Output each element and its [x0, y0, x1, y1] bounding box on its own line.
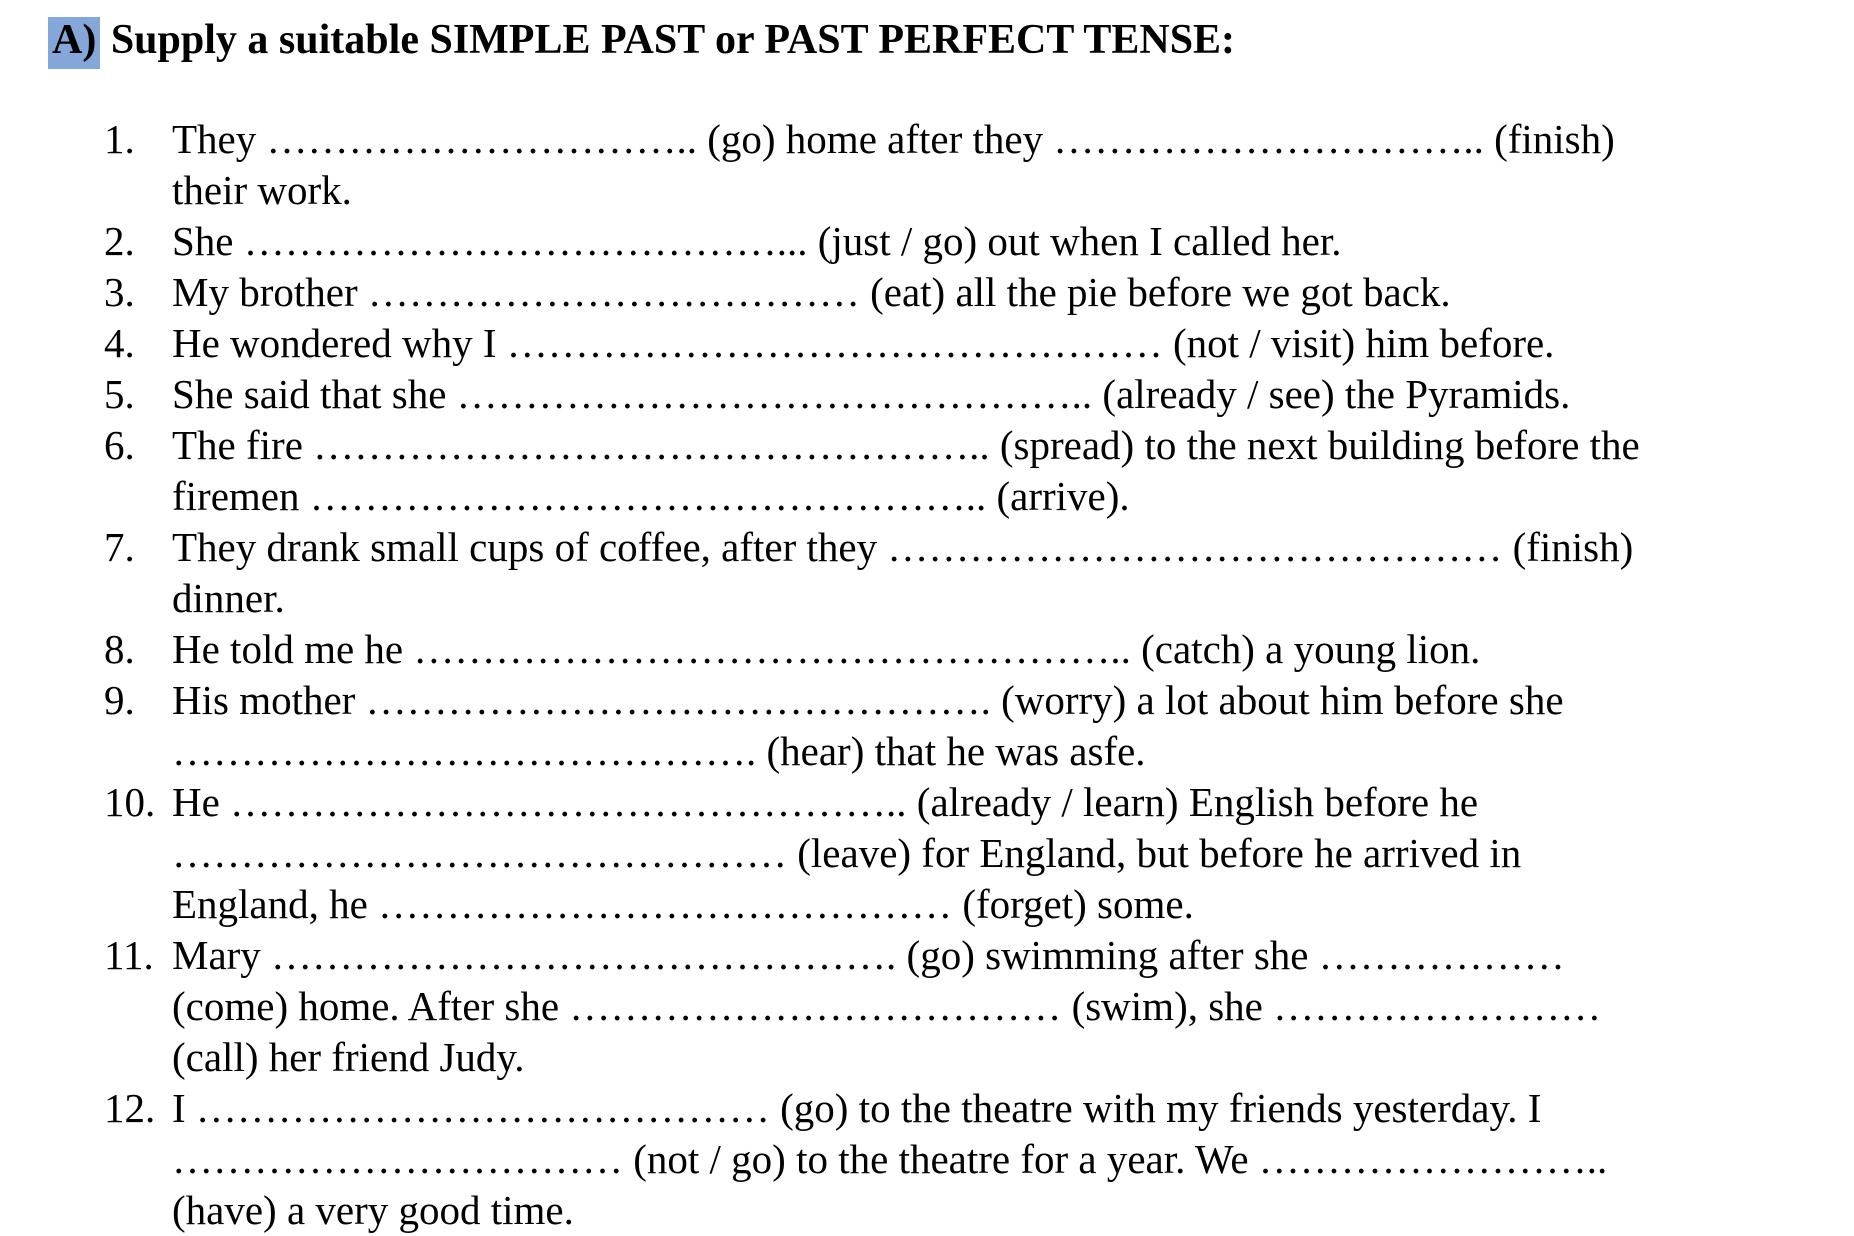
item-line: The fire ………………………………………….. (spread) to the next building before the — [172, 422, 1640, 468]
item-line: He ………………………………………….. (already / learn) English before he — [172, 779, 1479, 825]
item-number: 9. — [104, 677, 135, 723]
item-line: dinner. — [172, 575, 285, 621]
exercise-item-9 — [104, 675, 1784, 777]
exercise-item-12 — [104, 1083, 1784, 1236]
exercise-item-5 — [104, 369, 1784, 420]
exercise-item-1 — [104, 114, 1784, 216]
item-line: My brother ……………………………… (eat) all the pie before we got back. — [172, 269, 1451, 315]
exercise-heading — [48, 14, 1235, 66]
item-line: They drank small cups of coffee, after they ……………………………………… (finish) — [172, 524, 1634, 570]
item-number: 5. — [104, 371, 135, 417]
item-line: ……………………………………. (hear) that he was asfe. — [172, 728, 1146, 774]
exercise-list — [104, 114, 1784, 1236]
item-number: 11. — [104, 932, 154, 978]
heading-selected-label[interactable]: A) — [48, 17, 100, 69]
item-number: 10. — [104, 779, 156, 825]
item-line: She said that she ……………………………………….. (already / see) the Pyramids. — [172, 371, 1571, 417]
exercise-item-2 — [104, 216, 1784, 267]
exercise-item-7 — [104, 522, 1784, 624]
item-line: England, he …………………………………… (forget) some. — [172, 881, 1194, 927]
item-number: 6. — [104, 422, 135, 468]
item-line: His mother ………………………………………. (worry) a lot about him before she — [172, 677, 1564, 723]
exercise-item-3 — [104, 267, 1784, 318]
item-line: …………………………… (not / go) to the theatre for a year. We …………………….. — [172, 1136, 1608, 1182]
item-line: I …………………………………… (go) to the theatre with my friends yesterday. I — [172, 1085, 1542, 1131]
item-line: They ………………………….. (go) home after they ………………………….. (finish) — [172, 116, 1615, 162]
item-line: their work. — [172, 167, 352, 213]
item-line: Mary ………………………………………. (go) swimming after she ……………… — [172, 932, 1565, 978]
item-line: (have) a very good time. — [172, 1187, 574, 1233]
item-line: She …………………………………... (just / go) out when I called her. — [172, 218, 1342, 264]
exercise-item-4 — [104, 318, 1784, 369]
heading-instruction: Supply a suitable SIMPLE PAST or PAST PERFECT TENSE: — [100, 17, 1236, 63]
item-line: He told me he …………………………………………….. (catch) a young lion. — [172, 626, 1481, 672]
item-number: 8. — [104, 626, 135, 672]
item-number: 7. — [104, 524, 135, 570]
item-number: 3. — [104, 269, 135, 315]
item-line: (call) her friend Judy. — [172, 1034, 525, 1080]
item-number: 12. — [104, 1085, 156, 1131]
exercise-item-6 — [104, 420, 1784, 522]
item-line: (come) home. After she ……………………………… (swim), she …………………… — [172, 983, 1602, 1029]
item-number: 1. — [104, 116, 135, 162]
exercise-item-10 — [104, 777, 1784, 930]
item-line: He wondered why I ………………………………………… (not / visit) him before. — [172, 320, 1555, 366]
item-line: ……………………………………… (leave) for England, but before he arrived in — [172, 830, 1522, 876]
item-line: firemen ………………………………………….. (arrive). — [172, 473, 1130, 519]
item-number: 4. — [104, 320, 135, 366]
exercise-item-11 — [104, 930, 1784, 1083]
item-number: 2. — [104, 218, 135, 264]
exercise-item-8 — [104, 624, 1784, 675]
